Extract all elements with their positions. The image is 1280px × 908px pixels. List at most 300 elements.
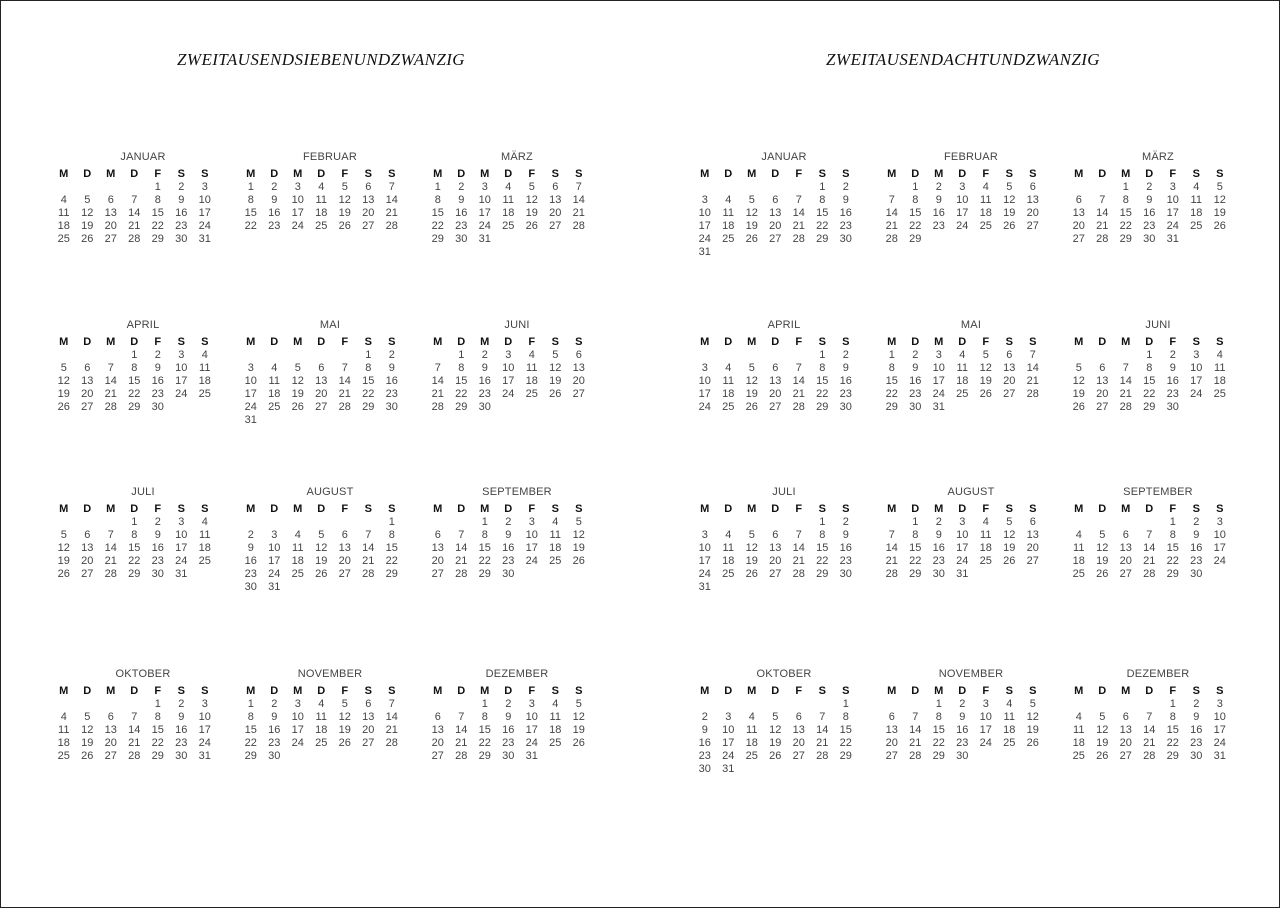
day-number: 31 <box>175 568 188 580</box>
day-number: 2 <box>842 349 849 361</box>
day-number: 30 <box>1190 568 1203 580</box>
day-number: 30 <box>502 568 515 580</box>
day-number: 24 <box>291 737 304 749</box>
weekday-header: M <box>480 685 490 697</box>
day-number: 20 <box>549 207 562 219</box>
day-number: 26 <box>549 388 562 400</box>
day-number: 16 <box>455 207 468 219</box>
day-number: 6 <box>1029 181 1036 193</box>
month-name: OKTOBER <box>756 668 812 680</box>
empty-cell <box>263 516 287 529</box>
weekday-header: D <box>958 336 967 348</box>
day-grid <box>693 685 863 776</box>
day-grid <box>1067 336 1237 414</box>
day-number: 1 <box>1146 349 1153 361</box>
day-number: 9 <box>388 362 395 374</box>
weekday-header: S <box>575 503 583 515</box>
day-number: 26 <box>745 233 758 245</box>
day-number: 14 <box>792 207 805 219</box>
weekday-header: D <box>958 168 967 180</box>
day-number: 12 <box>81 207 94 219</box>
weekday-header: M <box>887 503 897 515</box>
day-number: 19 <box>1096 555 1109 567</box>
weekday-header: F <box>528 168 536 180</box>
day-number: 20 <box>1026 207 1039 219</box>
day-number: 21 <box>431 388 444 400</box>
weekday-header: S <box>1005 503 1013 515</box>
day-number: 13 <box>572 362 585 374</box>
weekday-header: D <box>724 336 733 348</box>
day-number: 6 <box>1075 194 1082 206</box>
day-number: 8 <box>819 194 826 206</box>
day-number: 2 <box>935 516 942 528</box>
day-number: 3 <box>528 698 535 710</box>
day-number: 17 <box>198 724 211 736</box>
day-number: 26 <box>1003 220 1016 232</box>
day-number: 23 <box>385 388 398 400</box>
weekday-header: D <box>771 168 780 180</box>
day-number: 20 <box>431 737 444 749</box>
day-number: 26 <box>338 737 351 749</box>
day-number: 23 <box>1190 737 1203 749</box>
day-number: 10 <box>1190 362 1203 374</box>
day-number: 29 <box>1166 750 1179 762</box>
day-number: 23 <box>1166 388 1179 400</box>
day-number: 5 <box>982 349 989 361</box>
day-number: 4 <box>294 529 301 541</box>
day-number: 11 <box>526 362 538 374</box>
day-number: 10 <box>291 711 304 723</box>
day-number: 14 <box>909 724 922 736</box>
weekday-header: M <box>934 336 944 348</box>
empty-cell <box>1067 698 1091 711</box>
month-name: JANUAR <box>120 151 166 163</box>
day-number: 18 <box>525 375 538 387</box>
day-number: 21 <box>104 388 117 400</box>
day-number: 24 <box>291 220 304 232</box>
weekday-header: D <box>457 336 466 348</box>
weekday-header: D <box>911 168 920 180</box>
day-number: 28 <box>885 568 898 580</box>
weekday-header: S <box>1029 685 1037 697</box>
day-number: 17 <box>956 207 969 219</box>
weekday-header: F <box>528 503 536 515</box>
weekday-header: D <box>1098 168 1107 180</box>
weekday-header: F <box>1169 503 1177 515</box>
day-number: 24 <box>1190 388 1203 400</box>
day-number: 13 <box>1003 362 1016 374</box>
weekday-header: D <box>911 336 920 348</box>
day-number: 18 <box>722 220 735 232</box>
day-number: 28 <box>1026 388 1039 400</box>
day-number: 31 <box>698 581 711 593</box>
day-number: 26 <box>338 220 351 232</box>
day-number: 22 <box>244 737 257 749</box>
day-number: 24 <box>198 737 211 749</box>
day-number: 13 <box>362 194 375 206</box>
weekday-header: D <box>270 503 279 515</box>
day-number: 6 <box>772 529 779 541</box>
day-number: 6 <box>341 529 348 541</box>
day-number: 20 <box>792 737 805 749</box>
empty-cell <box>693 516 717 529</box>
day-number: 5 <box>1006 181 1013 193</box>
day-number: 1 <box>247 181 254 193</box>
day-number: 6 <box>1006 349 1013 361</box>
weekday-header: S <box>818 503 826 515</box>
weekday-header: S <box>1005 336 1013 348</box>
day-number: 22 <box>909 555 922 567</box>
empty-cell <box>717 349 741 362</box>
month-name: MÄRZ <box>501 151 533 163</box>
day-number: 28 <box>104 568 117 580</box>
empty-cell <box>99 349 123 362</box>
day-number: 4 <box>982 181 989 193</box>
day-number: 15 <box>816 542 829 554</box>
day-number: 20 <box>104 737 117 749</box>
day-number: 12 <box>1096 542 1109 554</box>
day-number: 20 <box>81 555 94 567</box>
weekday-header: M <box>887 168 897 180</box>
empty-cell <box>764 698 788 711</box>
day-number: 4 <box>1075 529 1082 541</box>
day-number: 8 <box>819 362 826 374</box>
day-grid <box>880 168 1050 246</box>
empty-cell <box>52 516 76 529</box>
day-number: 31 <box>525 750 538 762</box>
day-number: 9 <box>842 529 849 541</box>
month-februar <box>239 150 409 233</box>
day-number: 11 <box>268 375 280 387</box>
weekday-header: F <box>982 503 990 515</box>
day-grid <box>426 336 596 414</box>
weekday-header: S <box>364 168 372 180</box>
day-number: 27 <box>1026 220 1039 232</box>
day-number: 15 <box>362 375 375 387</box>
weekday-header: S <box>1029 336 1037 348</box>
month-name: OKTOBER <box>115 668 171 680</box>
day-number: 22 <box>385 555 398 567</box>
day-number: 30 <box>175 233 188 245</box>
weekday-header: S <box>1029 503 1037 515</box>
day-number: 10 <box>525 529 538 541</box>
day-grid <box>52 503 222 581</box>
empty-cell <box>99 516 123 529</box>
day-number: 3 <box>528 516 535 528</box>
day-number: 14 <box>128 724 141 736</box>
day-number: 30 <box>839 568 852 580</box>
weekday-header: M <box>1121 685 1131 697</box>
month-dezember <box>426 667 596 763</box>
day-number: 24 <box>698 568 711 580</box>
day-number: 26 <box>572 555 585 567</box>
weekday-header: D <box>317 503 326 515</box>
weekday-header: D <box>1098 336 1107 348</box>
empty-cell <box>764 181 788 194</box>
day-number: 8 <box>1169 529 1176 541</box>
day-number: 4 <box>60 194 67 206</box>
day-number: 26 <box>1026 737 1039 749</box>
weekday-header: S <box>177 685 185 697</box>
day-grid <box>52 336 222 414</box>
day-number: 26 <box>1213 220 1226 232</box>
day-number: 10 <box>175 362 188 374</box>
weekday-header: S <box>842 685 850 697</box>
day-number: 27 <box>769 401 782 413</box>
day-number: 28 <box>104 401 117 413</box>
day-number: 23 <box>268 220 281 232</box>
empty-cell <box>740 516 764 529</box>
day-number: 18 <box>1003 724 1016 736</box>
day-number: 28 <box>338 401 351 413</box>
empty-cell <box>426 698 450 711</box>
day-number: 8 <box>481 529 488 541</box>
day-number: 12 <box>1072 375 1085 387</box>
weekday-header: M <box>934 685 944 697</box>
day-number: 21 <box>792 555 805 567</box>
day-number: 12 <box>338 711 351 723</box>
day-number: 14 <box>885 207 898 219</box>
day-number: 29 <box>816 233 829 245</box>
day-number: 5 <box>341 698 348 710</box>
day-number: 1 <box>1122 181 1129 193</box>
day-number: 10 <box>198 711 211 723</box>
day-number: 25 <box>1213 388 1226 400</box>
day-number: 27 <box>362 220 375 232</box>
day-number: 3 <box>701 194 708 206</box>
weekday-header: F <box>154 685 162 697</box>
day-number: 15 <box>909 542 922 554</box>
weekday-header: S <box>575 685 583 697</box>
day-number: 11 <box>502 194 514 206</box>
day-number: 16 <box>932 542 945 554</box>
weekday-header: D <box>1145 503 1154 515</box>
day-number: 15 <box>839 724 852 736</box>
day-number: 25 <box>549 737 562 749</box>
day-number: 8 <box>935 711 942 723</box>
day-number: 22 <box>816 388 829 400</box>
month-name: SEPTEMBER <box>1123 486 1193 498</box>
day-number: 14 <box>1119 375 1132 387</box>
weekday-header: F <box>154 503 162 515</box>
month-februar <box>880 150 1050 246</box>
day-number: 9 <box>154 362 161 374</box>
day-number: 27 <box>1119 568 1132 580</box>
day-number: 8 <box>434 194 441 206</box>
day-number: 23 <box>909 388 922 400</box>
weekday-header: S <box>1216 168 1224 180</box>
day-number: 29 <box>385 568 398 580</box>
day-number: 15 <box>244 724 257 736</box>
day-number: 22 <box>151 737 164 749</box>
weekday-header: F <box>982 685 990 697</box>
day-number: 17 <box>268 555 281 567</box>
weekday-header: D <box>771 685 780 697</box>
day-number: 12 <box>315 542 328 554</box>
weekday-header: M <box>246 168 256 180</box>
day-number: 7 <box>795 194 802 206</box>
empty-cell <box>740 349 764 362</box>
empty-cell <box>1067 516 1091 529</box>
day-number: 7 <box>795 362 802 374</box>
day-number: 4 <box>201 516 208 528</box>
day-number: 2 <box>912 349 919 361</box>
day-number: 15 <box>478 724 491 736</box>
empty-cell <box>450 698 474 711</box>
day-number: 13 <box>1096 375 1109 387</box>
day-number: 15 <box>128 542 141 554</box>
day-number: 1 <box>1169 516 1176 528</box>
day-number: 23 <box>1190 555 1203 567</box>
day-number: 22 <box>151 220 164 232</box>
day-number: 7 <box>1146 711 1153 723</box>
day-number: 17 <box>932 375 945 387</box>
day-number: 28 <box>385 220 398 232</box>
day-number: 25 <box>1003 737 1016 749</box>
day-number: 10 <box>175 529 188 541</box>
weekday-header: F <box>528 336 536 348</box>
day-number: 9 <box>912 362 919 374</box>
day-number: 30 <box>839 233 852 245</box>
day-number: 21 <box>572 207 585 219</box>
weekday-header: S <box>551 685 559 697</box>
day-number: 21 <box>885 555 898 567</box>
day-number: 2 <box>505 698 512 710</box>
weekday-header: M <box>246 503 256 515</box>
day-number: 4 <box>271 362 278 374</box>
day-number: 26 <box>572 737 585 749</box>
day-number: 10 <box>956 529 969 541</box>
day-number: 18 <box>1072 737 1085 749</box>
month-april <box>693 318 863 414</box>
empty-cell <box>787 516 811 529</box>
day-number: 9 <box>842 194 849 206</box>
day-number: 9 <box>959 711 966 723</box>
day-number: 1 <box>819 516 826 528</box>
weekday-header: M <box>293 336 303 348</box>
day-number: 27 <box>1119 750 1132 762</box>
month-name: JUNI <box>504 319 530 331</box>
day-number: 20 <box>572 375 585 387</box>
day-number: 27 <box>792 750 805 762</box>
weekday-header: M <box>747 336 757 348</box>
day-number: 30 <box>698 763 711 775</box>
day-number: 13 <box>1072 207 1085 219</box>
empty-cell <box>1138 698 1162 711</box>
empty-cell <box>693 181 717 194</box>
weekday-header: M <box>700 168 710 180</box>
day-number: 28 <box>792 568 805 580</box>
weekday-header: M <box>1074 168 1084 180</box>
day-grid <box>52 685 222 763</box>
day-number: 28 <box>816 750 829 762</box>
day-number: 18 <box>1190 207 1203 219</box>
day-number: 17 <box>1166 207 1179 219</box>
day-number: 7 <box>388 698 395 710</box>
day-number: 8 <box>912 529 919 541</box>
month-januar <box>693 150 863 259</box>
empty-cell <box>52 698 76 711</box>
weekday-header: D <box>270 168 279 180</box>
empty-cell <box>811 698 835 711</box>
day-number: 29 <box>128 401 141 413</box>
day-number: 11 <box>1073 724 1085 736</box>
day-number: 6 <box>1099 362 1106 374</box>
day-number: 3 <box>1193 349 1200 361</box>
day-number: 2 <box>271 181 278 193</box>
day-number: 13 <box>769 542 782 554</box>
day-number: 12 <box>1003 529 1016 541</box>
day-number: 5 <box>1006 516 1013 528</box>
day-number: 29 <box>362 401 375 413</box>
day-number: 6 <box>552 181 559 193</box>
day-number: 12 <box>81 724 94 736</box>
day-number: 24 <box>1213 555 1226 567</box>
day-number: 8 <box>247 711 254 723</box>
day-number: 10 <box>698 542 711 554</box>
day-number: 2 <box>154 516 161 528</box>
day-number: 6 <box>365 698 372 710</box>
day-number: 14 <box>572 194 585 206</box>
day-number: 18 <box>549 724 562 736</box>
day-number: 2 <box>505 516 512 528</box>
month-juli <box>693 485 863 594</box>
day-number: 27 <box>572 388 585 400</box>
weekday-header: M <box>700 503 710 515</box>
day-number: 25 <box>745 750 758 762</box>
weekday-header: S <box>1192 336 1200 348</box>
weekday-header: S <box>201 685 209 697</box>
day-number: 13 <box>1026 194 1039 206</box>
day-number: 22 <box>362 388 375 400</box>
day-number: 13 <box>769 207 782 219</box>
day-number: 5 <box>552 349 559 361</box>
day-number: 2 <box>271 698 278 710</box>
day-number: 19 <box>315 555 328 567</box>
day-number: 27 <box>1003 388 1016 400</box>
weekday-header: S <box>1216 685 1224 697</box>
day-number: 23 <box>502 555 515 567</box>
day-number: 19 <box>745 388 758 400</box>
day-number: 20 <box>362 724 375 736</box>
weekday-header: D <box>724 685 733 697</box>
empty-cell <box>357 516 381 529</box>
day-number: 8 <box>388 529 395 541</box>
day-number: 1 <box>888 349 895 361</box>
day-number: 28 <box>792 401 805 413</box>
day-number: 14 <box>385 194 398 206</box>
day-number: 11 <box>292 542 304 554</box>
day-number: 26 <box>1072 401 1085 413</box>
day-number: 7 <box>434 362 441 374</box>
day-number: 2 <box>458 181 465 193</box>
empty-cell <box>693 349 717 362</box>
day-number: 1 <box>819 349 826 361</box>
weekday-header: M <box>1121 168 1131 180</box>
day-number: 8 <box>842 711 849 723</box>
day-number: 25 <box>1072 750 1085 762</box>
day-number: 18 <box>549 542 562 554</box>
empty-cell <box>1091 516 1115 529</box>
weekday-header: F <box>341 503 349 515</box>
day-number: 1 <box>935 698 942 710</box>
weekday-header: M <box>106 336 116 348</box>
day-number: 10 <box>1213 711 1226 723</box>
weekday-header: F <box>795 336 803 348</box>
weekday-header: M <box>747 168 757 180</box>
weekday-header: F <box>154 336 162 348</box>
day-number: 20 <box>315 388 328 400</box>
